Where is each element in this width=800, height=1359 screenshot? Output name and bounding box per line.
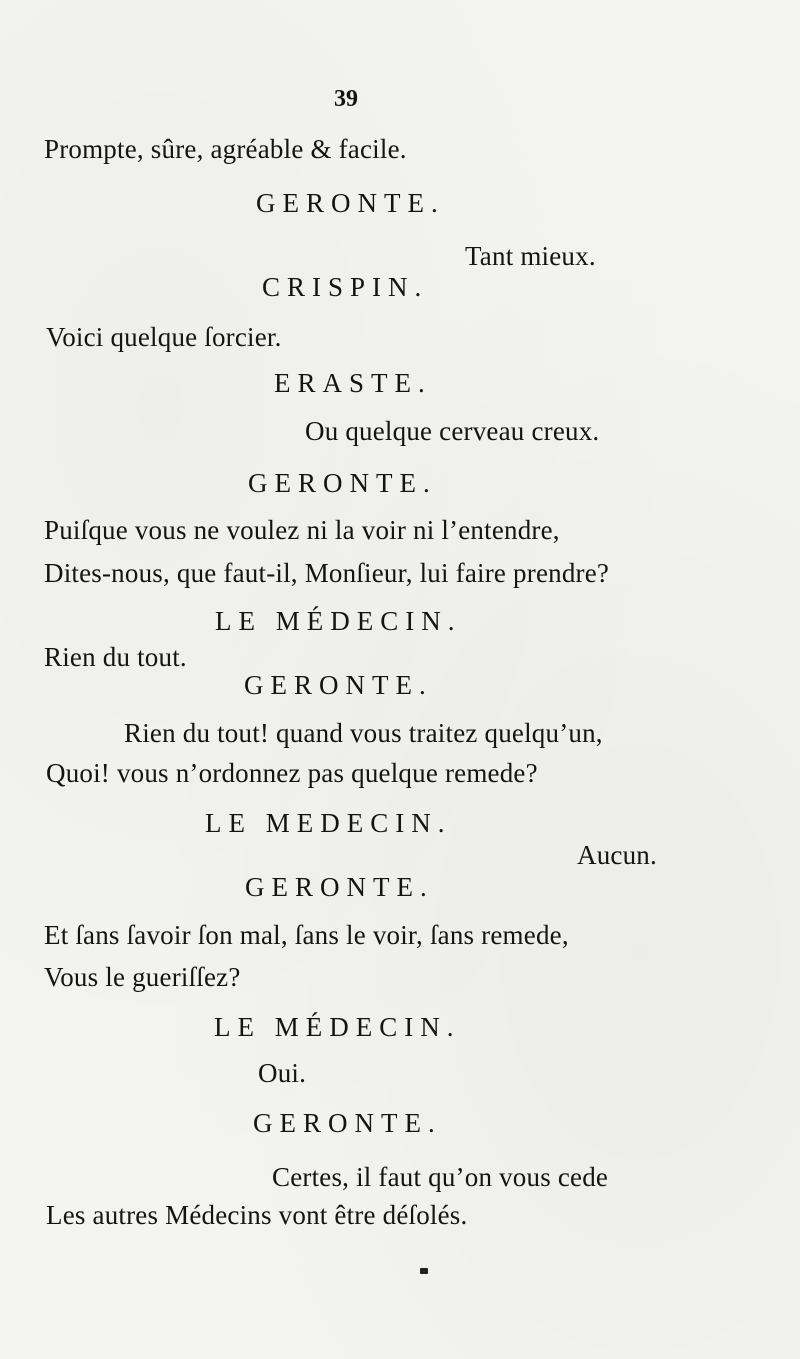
verse-line: Rien du tout! quand vous traitez quelqu’un, [124,718,603,748]
verse-line: Oui. [258,1058,307,1088]
verse-line: Et ſans ſavoir ſon mal, ſans le voir, ſans remede, [44,920,569,950]
speaker-heading: CRISPIN. [262,272,429,302]
verse-line: Aucun. [577,840,657,870]
speaker-heading: ERASTE. [274,368,432,398]
verse-line: Quoi! vous n’ordonnez pas quelque remede? [46,758,538,788]
speaker-heading: GERONTE. [253,1108,442,1138]
verse-line: Voici quelque ſorcier. [46,322,282,352]
verse-line: Rien du tout. [44,642,187,672]
page-number: 39 [334,86,358,112]
speaker-heading: GERONTE. [244,670,433,700]
speaker-heading: LE MEDECIN. [205,808,452,838]
speaker-heading: LE MÉDECIN. [215,606,462,636]
verse-line: Les autres Médecins vont être déſolés. [46,1200,468,1230]
ink-mark [420,1268,428,1274]
verse-line: Vous le gueriſſez? [44,962,241,992]
verse-line: Prompte, sûre, agréable & facile. [44,134,407,164]
verse-line: Certes, il faut qu’on vous cede [272,1162,609,1192]
verse-line: Dites-nous, que faut-il, Monſieur, lui faire prendre? [44,558,610,588]
speaker-heading: GERONTE. [256,188,445,218]
speaker-heading: GERONTE. [245,872,434,902]
speaker-heading: GERONTE. [248,468,437,498]
verse-line: Puiſque vous ne voulez ni la voir ni l’entendre, [44,515,560,545]
verse-line: Tant mieux. [465,241,596,271]
speaker-heading: LE MÉDECIN. [214,1012,461,1042]
verse-line: Ou quelque cerveau creux. [305,416,600,446]
